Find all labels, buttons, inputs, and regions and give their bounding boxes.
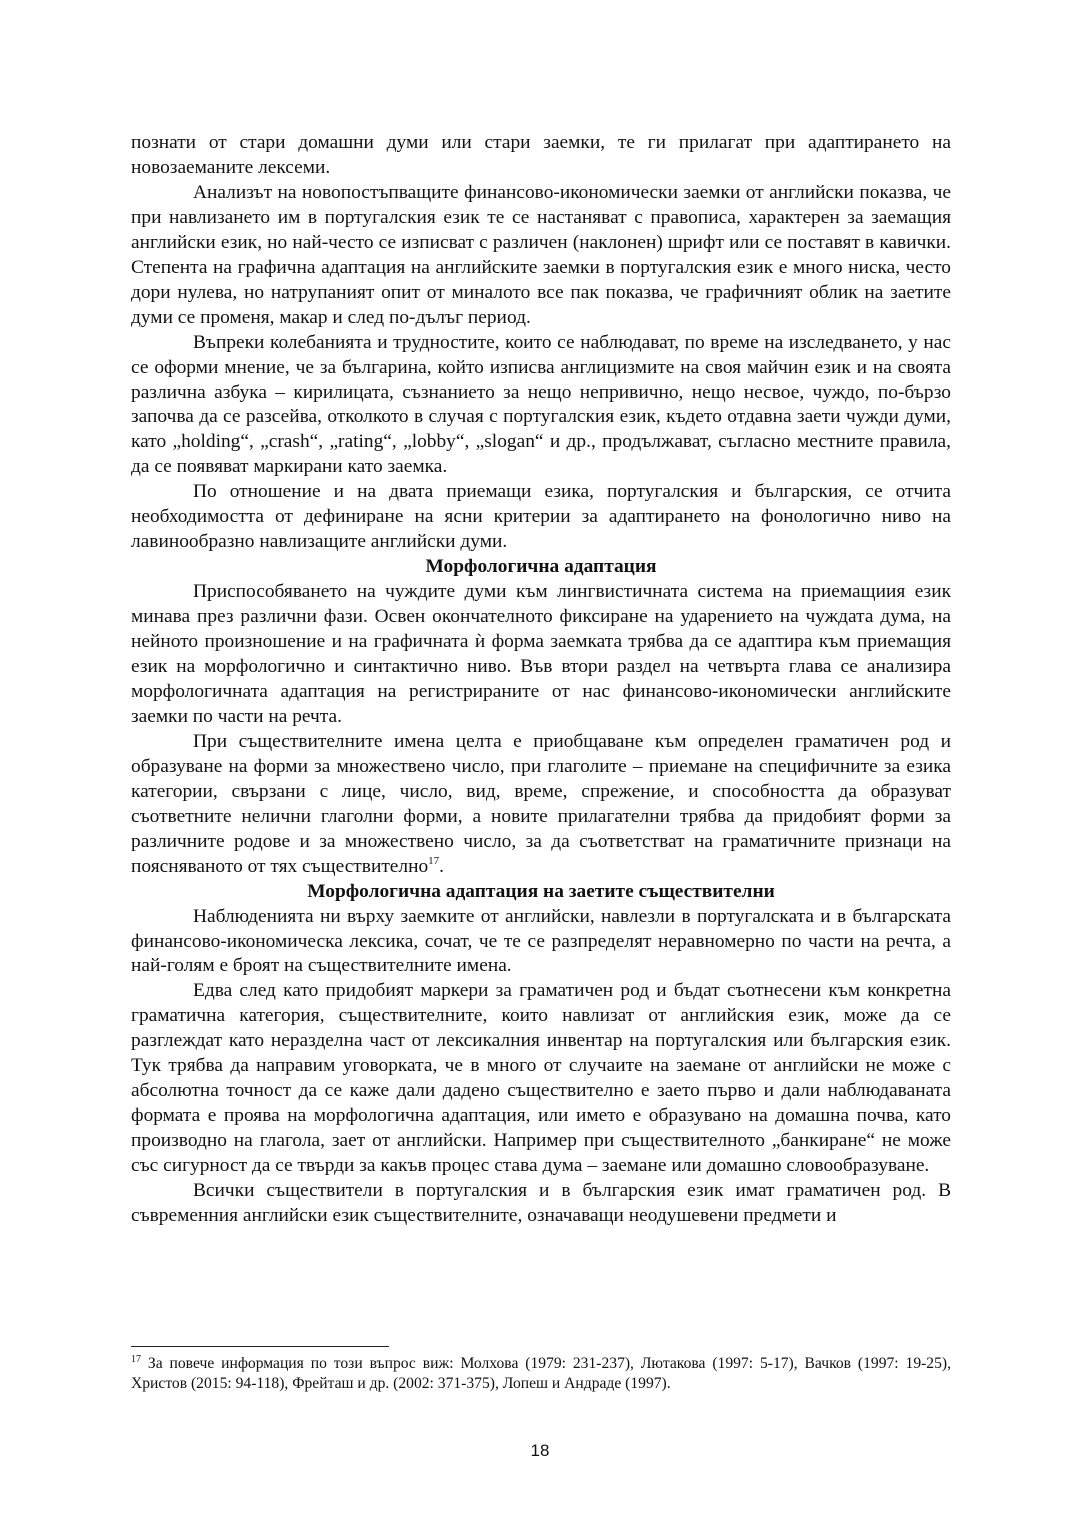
- footnote-text: За повече информация по този въпрос виж: Молхова (1979: 231-237), Лютакова (1997: 5-17), Вачков (1997: 19-25), Христов (2015: 94-118), Фрейташ и др. (2002: 371-375), Лопеш и Андраде (1997).: [131, 1355, 951, 1392]
- paragraph-parts-of-speech: [131, 730, 951, 880]
- paragraph-gender-markers: Едва след като придобият маркери за граматичен род и бъдат съотнесени към конкретна граматична категория, съществителните, които навлизат от английския език, може да се разглеждат като неразделна част от лексикалния инвентар на португалския или българския език. Тук трябва да направим уговорката, че в много от случаите на заемане от английски не може с абсолютна точност да се каже дали дадено съществително е заето първо и дали наблюдаваната формата е проява на морфологична адаптация, или името е образувано на домашна почва, като производно на глагола, зает от английски. Например при съществителното „банкиране“ не може със сигурност да се твърди за какъв процес става дума – заемане или домашно словообразуване.: [131, 980, 951, 1177]
- section-heading-borrowed-nouns: Морфологична адаптация на заетите съществителни: [307, 880, 775, 902]
- footnote: [131, 1354, 951, 1393]
- paragraph-parts-of-speech-text: При съществителните имена целта е приобщаване към определен граматичен род и образуване на форми за множествено число, при глаголите – приемане на специфичните за езика категории, свързани с лице, число, вид, време, спрежение, и способността да образуват съответните нелични глаголни форми, а новите прилагателни трябва да придобият форми за различните родове и за множествено число, за да съответстват на граматичните признаци на поясняваното от тях съществително: [131, 730, 951, 877]
- footnote-number: 17: [131, 1354, 141, 1365]
- paragraph-adaptation-phases: Приспособяването на чуждите думи към лингвистичната система на приемащиия език минава през различни фази. Освен окончателното фиксиране на ударението на чуждата дума, на нейното произношение и на графичната ѝ форма заемката трябва да се адаптира към приемащия език на морфологично и синтактично ниво. Във втори раздел на четвърта глава се анализира морфологичната адаптация на регистрираните от нас финансово-икономически английските заемки по части на речта.: [131, 581, 951, 727]
- paragraph-phonological-criteria: По отношение и на двата приемащи езика, португалския и българския, се отчита необходимостта от дефиниране на ясни критерии за адаптирането на фонологично ниво на лавинообразно навлизащите английски думи.: [131, 481, 951, 553]
- page-body: [131, 131, 951, 1229]
- footnote-separator: [131, 1346, 389, 1347]
- paragraph-observations: Наблюденията ни върху заемките от английски, навлезли в португалската и в българската финансово-икономическа лексика, сочат, че те се разпределят неравномерно по части на речта, а най-голям е броят на съществителните имена.: [131, 905, 951, 977]
- footnote-reference: 17: [428, 854, 440, 867]
- paragraph-bulgarian-cyrillic: Въпреки колебанията и трудностите, които се наблюдават, по време на изследването, у нас се оформи мнение, че за българина, който изписва англицизмите на своя майчин език и на своята различна азбука – кирилицата, съзнанието за нещо непривично, нещо несвое, чуждо, по-бързо започва да се разсейва, отколкото в случая с португалския език, където отдавна заети чужди думи, като „holding“, „crash“, „rating“, „lobby“, „slogan“ и др., продължават, съгласно местните правила, да се появяват маркирани като заемка.: [131, 331, 951, 478]
- paragraph-graphic-adaptation: Анализът на новопостъпващите финансово-икономически заемки от английски показва, че при навлизането им в португалския език те се настаняват с правописа, характерен за заемащия английски език, но най-често се изписват с различен (наклонен) шрифт или се поставят в кавички. Степента на графична адаптация на английските заемки в португалския език е много ниска, често дори нулева, но натрупаният опит от миналото все пак показва, че графичният облик на заетите думи се променя, макар и след по-дълъг период.: [131, 181, 951, 328]
- page-number: 18: [530, 1441, 550, 1460]
- paragraph-continuation: познати от стари домашни думи или стари заемки, те ги прилагат при адаптирането на новозаеманите лексеми.: [131, 132, 951, 178]
- section-heading-morphological-adaptation: Морфологична адаптация: [425, 556, 657, 578]
- paragraph-grammatical-gender: Всички съществители в португалския и в българския език имат граматичен род. В съвременния английски език съществителните, означаващи неодушевени предмети и: [131, 1180, 951, 1226]
- paragraph-end-punctuation: .: [439, 855, 445, 877]
